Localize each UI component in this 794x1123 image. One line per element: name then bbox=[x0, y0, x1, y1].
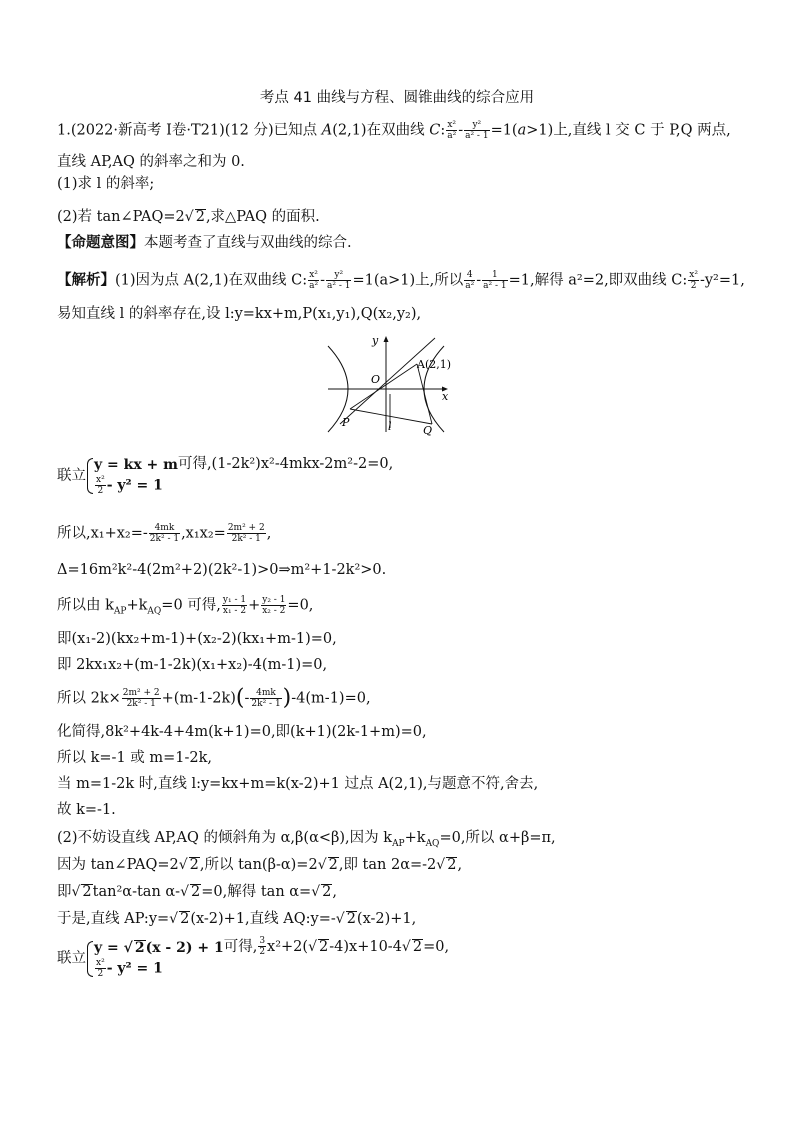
question-2 bbox=[57, 207, 754, 227]
analysis-text: +k bbox=[126, 597, 148, 614]
fraction bbox=[222, 595, 247, 616]
analysis-text: 因为 tan∠PAQ=2 bbox=[57, 857, 179, 873]
analysis-text: =0, bbox=[287, 597, 314, 614]
analysis-text: =1,解得 a²=2,即双曲线 C: bbox=[508, 272, 688, 289]
analysis-text: =0, bbox=[423, 938, 450, 955]
analysis-label: 【解析】 bbox=[57, 271, 115, 289]
analysis-line-12: 当 m=1-2k 时,直线 l:y=kx+m=k(x-2)+1 过点 A(2,1),与题意不符,舍去, bbox=[57, 776, 539, 792]
eq-text: >1) bbox=[526, 122, 554, 139]
problem-text: 已知点 bbox=[273, 122, 322, 139]
paren-close: ) bbox=[282, 685, 292, 711]
subscript: AQ bbox=[425, 838, 440, 849]
fraction-den: 2 bbox=[259, 947, 266, 957]
analysis-text: 可得,(1-2k²)x²-4mkx-2m²-2=0, bbox=[177, 456, 394, 472]
fraction-den: a² bbox=[447, 131, 457, 141]
problem-source: (2022·新高考 Ⅰ卷·T21)(12 分) bbox=[70, 122, 274, 139]
radical-sign: √ bbox=[71, 884, 81, 900]
intent-line bbox=[57, 233, 754, 253]
label-x: x bbox=[442, 390, 449, 403]
fraction-den: a² - 1 bbox=[483, 281, 507, 291]
problem-line-1: 1.(2022·新高考 Ⅰ卷·T21)(12 分)已知点 A(2,1)在双曲线 C: $\frac{\text{x²}}{\text{a²}}$ - $\frac{\text{y²}}{\text{a² - 1}}$ =1(a>1)上,直线 l 交 C 于 P,Q 两点, bbox=[57, 120, 731, 141]
analysis-line-17 bbox=[57, 909, 754, 929]
line-aq bbox=[417, 364, 432, 424]
subscript: AP bbox=[113, 606, 127, 617]
radicand: 2 bbox=[328, 857, 338, 873]
analysis-line-6: 所以由 $k_{AP}+k_{AQ}=0$ 可得, $\frac{\text{y₁ - 1}}{\text{x₁ - 2}}$ + $\frac{\text{y₂ - 1}}{\text{x₂ - 2}}$ =0, bbox=[57, 595, 314, 617]
radical-sign: √ bbox=[180, 884, 190, 900]
fraction bbox=[227, 523, 266, 544]
line-ap bbox=[350, 364, 417, 409]
label-q: Q bbox=[423, 424, 433, 437]
fraction-num: y₂ - 1 bbox=[262, 595, 286, 605]
question-text: ,求△PAQ 的面积. bbox=[205, 209, 320, 225]
hyperbola-figure bbox=[320, 328, 460, 440]
fraction bbox=[261, 595, 286, 616]
fraction-den: a² bbox=[465, 281, 475, 291]
subscript: AP bbox=[392, 838, 405, 849]
fraction-num: x² bbox=[447, 120, 457, 130]
analysis-text: 所以 2k× bbox=[57, 690, 121, 707]
radical-sign: √ bbox=[308, 938, 317, 955]
equation-system bbox=[86, 939, 224, 979]
intent-text: 本题考查了直线与双曲线的综合. bbox=[144, 235, 352, 251]
fraction bbox=[464, 120, 489, 141]
analysis-text: 所以,x₁+x₂=- bbox=[57, 525, 148, 542]
radical-sign: √ bbox=[436, 857, 446, 873]
intent-label: 【命题意图】 bbox=[57, 234, 144, 251]
asymptote-1 bbox=[340, 338, 435, 424]
analysis-text: =0,所以 α+β=π, bbox=[439, 830, 556, 846]
system-tail bbox=[223, 936, 450, 957]
fraction-den: a² - 1 bbox=[326, 281, 351, 291]
radical-sign: √ bbox=[401, 938, 411, 955]
radicand: 2 bbox=[134, 939, 145, 956]
fraction bbox=[250, 688, 281, 709]
radicand: 2 bbox=[447, 857, 457, 873]
label-a: A(2,1) bbox=[417, 358, 452, 371]
radical-sign: √ bbox=[123, 939, 133, 956]
problem-text: 上,直线 l 交 C 于 P,Q 两点, bbox=[553, 122, 731, 139]
analysis-text: , bbox=[266, 525, 272, 542]
analysis-text: ,即 tan 2α=-2 bbox=[338, 857, 437, 873]
fraction-den: 2 bbox=[97, 486, 104, 496]
system-row-text: - y² = 1 bbox=[106, 477, 163, 494]
point-a-coords: (2,1) bbox=[332, 122, 367, 139]
analysis-text: -4(m-1)=0, bbox=[291, 690, 371, 707]
radicand: 2 bbox=[322, 884, 332, 900]
analysis-text: x²+2( bbox=[267, 938, 309, 955]
analysis-text: (2)不妨设直线 AP,AQ 的倾斜角为 α,β(α<β),因为 k bbox=[57, 830, 393, 846]
fraction-num: y² bbox=[464, 120, 489, 131]
analysis-line-9: 所以 2k× $\frac{\text{2m² + 2}}{\text{2k² - 1}}$ +(m-1-2k)(- $\frac{4mk}{\text{2k² - 1}}$ )-4(m-1)=0, bbox=[57, 685, 371, 711]
label-p: P bbox=[342, 416, 350, 429]
fraction-den: 2 bbox=[97, 968, 104, 979]
fraction-den: a² bbox=[309, 281, 319, 291]
fraction-num: 2m² + 2 bbox=[227, 523, 265, 533]
fraction bbox=[308, 270, 319, 291]
point-a: A bbox=[321, 122, 333, 139]
fraction-num: 2m² + 2 bbox=[122, 688, 160, 698]
system-row-text: - y² = 1 bbox=[106, 960, 163, 976]
analysis-text: , bbox=[457, 857, 463, 873]
fraction bbox=[258, 936, 266, 957]
problem-number: 1. bbox=[57, 122, 71, 139]
system-row bbox=[94, 475, 178, 496]
problem-text: 在双曲线 bbox=[366, 122, 430, 139]
analysis-text: (x-2)+1,直线 AQ:y=- bbox=[190, 911, 336, 927]
fraction-num: 3 bbox=[259, 936, 266, 946]
radical-sign: √ bbox=[169, 911, 179, 927]
fraction-num: y² bbox=[326, 270, 351, 281]
radical-sign: √ bbox=[184, 209, 194, 225]
radicand: 2 bbox=[180, 911, 190, 927]
analysis-text: =0,解得 tan α= bbox=[201, 884, 312, 900]
var-a: a bbox=[517, 122, 527, 139]
analysis-text: ,x₁x₂= bbox=[181, 525, 226, 542]
label-y: y bbox=[372, 334, 379, 347]
eq-text: =1( bbox=[490, 122, 518, 139]
fraction-num: x² bbox=[309, 270, 318, 280]
radical-sign: √ bbox=[317, 857, 327, 873]
analysis-text: (1)因为点 A(2,1)在双曲线 C: bbox=[115, 272, 308, 289]
fraction bbox=[95, 475, 106, 496]
radical-sign: √ bbox=[335, 911, 345, 927]
radicand: 2 bbox=[195, 209, 205, 225]
analysis-line-2: 易知直线 l 的斜率存在,设 l:y=kx+m,P(x₁,y₁),Q(x₂,y₂), bbox=[57, 306, 422, 322]
radicand: 2 bbox=[319, 938, 329, 955]
analysis-line-4 bbox=[57, 523, 754, 544]
fraction bbox=[482, 270, 507, 291]
fraction-num: x² bbox=[96, 957, 105, 968]
analysis-line-1: 【解析】(1)因为点 A(2,1)在双曲线 C: $\frac{\text{x²}}{\text{a²}}$ - $\frac{\text{y²}}{\text{a² - 1}}$ =1(a>1)上,所以 $\frac{4}{\text{a²}}$ - $\frac{1}{\text{a² - 1}}$ =1,解得 a²=2,即双曲线 C: $\frac{\text{x²}}{2}$ -y²=1, bbox=[57, 270, 745, 291]
analysis-text: -y²=1, bbox=[699, 272, 745, 289]
fraction bbox=[446, 120, 457, 141]
analysis-line-11: 所以 k=-1 或 m=1-2k, bbox=[57, 750, 213, 766]
system-row bbox=[94, 958, 224, 979]
analysis-text: 即 bbox=[57, 884, 72, 900]
analysis-line-3 bbox=[57, 454, 754, 496]
analysis-line-15 bbox=[57, 855, 754, 875]
fraction-num: x² bbox=[96, 475, 105, 485]
fraction-den: 2k² - 1 bbox=[149, 534, 180, 544]
fraction-num: y₁ - 1 bbox=[222, 595, 247, 605]
fraction bbox=[326, 270, 351, 291]
system-row: y = kx + m bbox=[94, 457, 178, 473]
analysis-text: (x-2)+1, bbox=[356, 911, 417, 927]
fraction bbox=[688, 270, 699, 291]
fraction-num: 4mk bbox=[250, 688, 281, 699]
analysis-line-7: 即(x₁-2)(kx₂+m-1)+(x₂-2)(kx₁+m-1)=0, bbox=[57, 631, 337, 647]
question-1: (1)求 l 的斜率; bbox=[57, 176, 155, 192]
analysis-line-10: 化简得,8k²+4k-4+4m(k+1)=0,即(k+1)(2k-1+m)=0, bbox=[57, 724, 427, 740]
fraction-den: a² - 1 bbox=[465, 131, 489, 141]
paren-open: ( bbox=[235, 685, 245, 711]
analysis-line-18 bbox=[57, 936, 754, 979]
radicand: 2 bbox=[191, 884, 201, 900]
radical-sign: √ bbox=[311, 884, 321, 900]
analysis-line-13: 故 k=-1. bbox=[57, 802, 116, 818]
analysis-text: 联立 bbox=[57, 950, 86, 967]
radicand: 2 bbox=[346, 911, 356, 927]
label-o: O bbox=[371, 373, 381, 386]
radicand: 2 bbox=[82, 884, 92, 900]
fraction-num: x² bbox=[689, 270, 698, 280]
fraction-den: 2k² - 1 bbox=[231, 534, 261, 544]
analysis-text: 联立 bbox=[57, 468, 86, 484]
fraction-den: 2 bbox=[690, 281, 697, 291]
analysis-text: , bbox=[332, 884, 337, 900]
subscript: AQ bbox=[147, 606, 162, 617]
fraction bbox=[464, 270, 475, 291]
label-l: l bbox=[388, 420, 392, 433]
analysis-text: ,所以 tan(β-α)=2 bbox=[199, 857, 318, 873]
fraction-num: 4mk bbox=[149, 523, 180, 534]
fraction bbox=[122, 688, 161, 709]
fraction-num: 4 bbox=[464, 270, 475, 281]
system-row bbox=[94, 939, 224, 958]
analysis-text: +k bbox=[404, 830, 426, 846]
analysis-text: 可得, bbox=[223, 938, 258, 955]
equation-system bbox=[86, 456, 178, 496]
system-row-text: y = bbox=[94, 939, 124, 956]
fraction-den: x₂ - 2 bbox=[262, 606, 286, 616]
fraction-den: x₁ - 2 bbox=[222, 606, 247, 616]
fraction-den: 2k² - 1 bbox=[251, 699, 281, 709]
system-row-text: (x - 2) + 1 bbox=[145, 939, 224, 956]
analysis-text: -4)x+10-4 bbox=[329, 938, 402, 955]
analysis-text: +(m-1-2k) bbox=[161, 690, 236, 707]
analysis-text: =1(a>1)上,所以 bbox=[352, 272, 464, 289]
analysis-text: 于是,直线 AP:y= bbox=[57, 911, 170, 927]
fraction bbox=[149, 523, 180, 544]
analysis-text: tan²α-tan α- bbox=[92, 884, 181, 900]
curve-c: C bbox=[429, 122, 441, 139]
analysis-line-16 bbox=[57, 882, 754, 902]
problem-line-2: 直线 AP,AQ 的斜率之和为 0. bbox=[57, 154, 245, 170]
analysis-line-8: 即 2kx₁x₂+(m-1-2k)(x₁+x₂)-4(m-1)=0, bbox=[57, 657, 328, 673]
radicand: 2 bbox=[189, 857, 199, 873]
radical-sign: √ bbox=[178, 857, 188, 873]
fraction-den: 2k² - 1 bbox=[126, 699, 156, 709]
fraction bbox=[95, 958, 106, 979]
radicand: 2 bbox=[412, 938, 423, 955]
analysis-line-14 bbox=[57, 828, 754, 854]
analysis-text: 所以由 k bbox=[57, 597, 114, 614]
page-title: 考点 41 曲线与方程、圆锥曲线的综合应用 bbox=[259, 90, 535, 106]
fraction-num: 1 bbox=[482, 270, 507, 281]
analysis-text: =0 可得, bbox=[161, 597, 221, 614]
analysis-line-5: Δ=16m²k²-4(2m²+2)(2k²-1)>0⇒m²+1-2k²>0. bbox=[57, 562, 387, 578]
y-axis-arrow bbox=[384, 336, 389, 342]
question-text: (2)若 tan∠PAQ=2 bbox=[57, 209, 185, 225]
